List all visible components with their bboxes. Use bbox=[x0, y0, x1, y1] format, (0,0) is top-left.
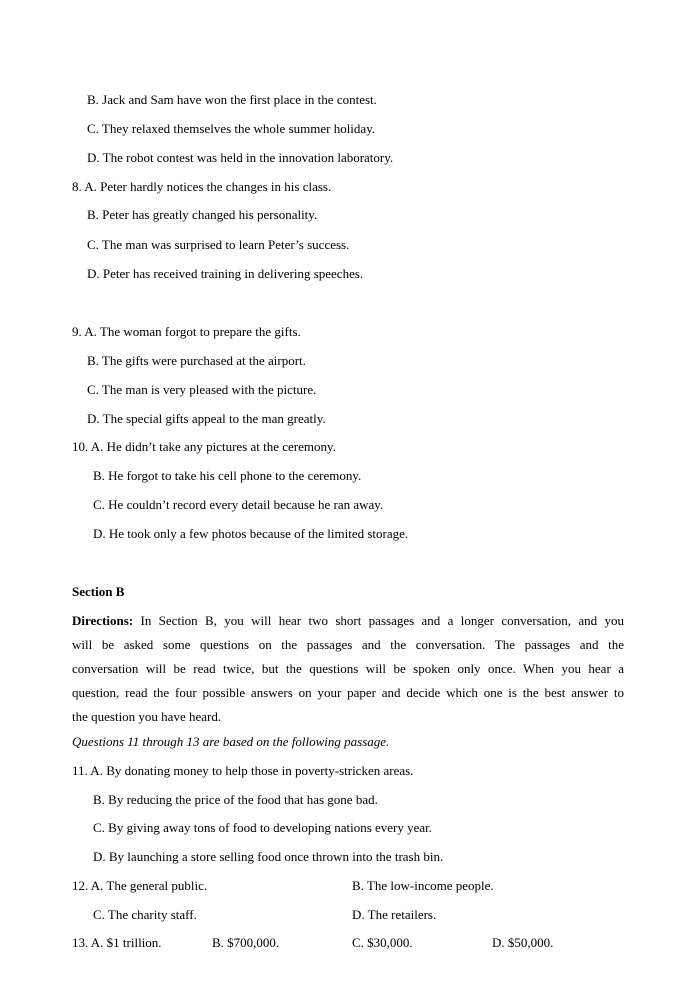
q7-option-d: D. The robot contest was held in the innovation laboratory. bbox=[87, 150, 394, 165]
q13-option-d: D. $50,000. bbox=[492, 935, 554, 950]
q11-option-b: B. By reducing the price of the food that has gone bad. bbox=[93, 792, 378, 807]
q13-option-a: 13. A. $1 trillion. bbox=[72, 935, 162, 950]
q8-option-b: B. Peter has greatly changed his personality. bbox=[87, 207, 318, 222]
section-b-title: Section B bbox=[72, 584, 125, 599]
q11-option-d: D. By launching a store selling food once thrown into the trash bin. bbox=[93, 849, 444, 864]
q8-option-d: D. Peter has received training in delivering speeches. bbox=[87, 266, 364, 281]
q8-option-a: 8. A. Peter hardly notices the changes in his class. bbox=[72, 179, 332, 194]
q10-option-b: B. He forgot to take his cell phone to the ceremony. bbox=[93, 468, 362, 483]
q12-option-c: C. The charity staff. bbox=[93, 907, 197, 922]
q10-option-a: 10. A. He didn’t take any pictures at the ceremony. bbox=[72, 439, 336, 454]
q13-option-c: C. $30,000. bbox=[352, 935, 413, 950]
q10-option-d: D. He took only a few photos because of the limited storage. bbox=[93, 526, 409, 541]
q11-option-a: 11. A. By donating money to help those in poverty-stricken areas. bbox=[72, 763, 414, 778]
directions-line: the question you have heard. bbox=[72, 709, 222, 724]
passage-note: Questions 11 through 13 are based on the following passage. bbox=[72, 734, 390, 749]
q10-option-c: C. He couldn’t record every detail because he ran away. bbox=[93, 497, 384, 512]
q12-option-b: B. The low-income people. bbox=[352, 878, 494, 893]
directions-text: In Section B, you will hear two short passages and a longer conversation, and you bbox=[140, 613, 624, 628]
q11-option-c: C. By giving away tons of food to developing nations every year. bbox=[93, 820, 433, 835]
q7-option-c: C. They relaxed themselves the whole summer holiday. bbox=[87, 121, 376, 136]
directions-line: will be asked some questions on the passages and the conversation. The passages and the bbox=[72, 637, 624, 652]
q9-option-b: B. The gifts were purchased at the airport. bbox=[87, 353, 306, 368]
q7-option-b: B. Jack and Sam have won the first place in the contest. bbox=[87, 92, 377, 107]
q8-option-c: C. The man was surprised to learn Peter’s success. bbox=[87, 237, 350, 252]
q9-option-d: D. The special gifts appeal to the man greatly. bbox=[87, 411, 326, 426]
q9-option-c: C. The man is very pleased with the picture. bbox=[87, 382, 317, 397]
q12-option-d: D. The retailers. bbox=[352, 907, 437, 922]
q9-option-a: 9. A. The woman forgot to prepare the gifts. bbox=[72, 324, 301, 339]
q13-option-b: B. $700,000. bbox=[212, 935, 280, 950]
directions-line: question, read the four possible answers on your paper and decide which one is the best answer to bbox=[72, 685, 624, 700]
directions-line bbox=[72, 613, 624, 629]
directions-label: Directions: bbox=[72, 613, 134, 628]
q12-option-a: 12. A. The general public. bbox=[72, 878, 208, 893]
directions-line: conversation will be read twice, but the questions will be spoken only once. When you hear a bbox=[72, 661, 624, 676]
